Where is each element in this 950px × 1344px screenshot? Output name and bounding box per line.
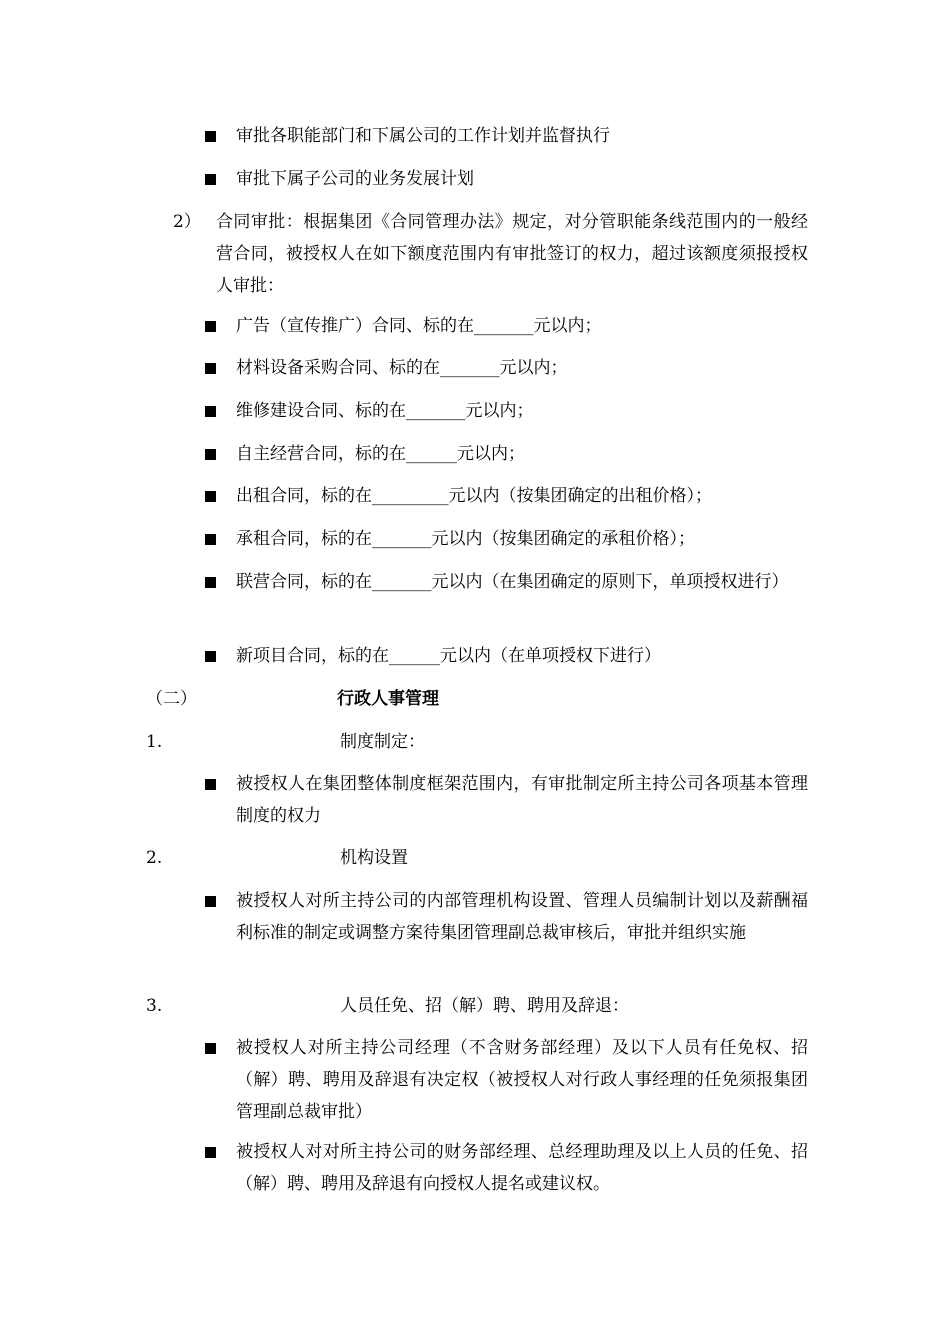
square-bullet-icon <box>205 577 216 588</box>
square-bullet-icon <box>205 321 216 332</box>
subsection-number-3: 3. <box>146 996 163 1016</box>
contract-approval-paragraph: 合同审批：根据集团《合同管理办法》规定，对分管职能条线范围内的一般经营合同，被授权人在如下额度范围内有审批签订的权力，超过该额度须报授权人审批： <box>216 212 808 296</box>
bullet-personnel-nomination: 被授权人对对所主持公司的财务部经理、总经理助理及以上人员的任免、招（解）聘、聘用及辞退有向授权人提名或建议权。 <box>236 1136 808 1200</box>
square-bullet-icon <box>205 449 216 460</box>
bullet-organization-setup: 被授权人对所主持公司的内部管理机构设置、管理人员编制计划以及薪酬福利标准的制定或调整方案待集团管理副总裁审核后，审批并组织实施 <box>236 885 808 949</box>
subsection-title-2: 机构设置 <box>340 848 408 868</box>
square-bullet-icon <box>205 779 216 790</box>
bullet-approve-business-plan: 审批下属子公司的业务发展计划 <box>236 163 808 195</box>
bullet-contract-self-operation: 自主经营合同，标的在______元以内； <box>236 438 808 470</box>
bullet-approve-plans: 审批各职能部门和下属公司的工作计划并监督执行 <box>236 120 808 152</box>
square-bullet-icon <box>205 174 216 185</box>
square-bullet-icon <box>205 491 216 502</box>
subsection-title-3: 人员任免、招（解）聘、聘用及辞退： <box>340 996 629 1016</box>
subsection-title-1: 制度制定： <box>340 732 425 752</box>
square-bullet-icon <box>205 896 216 907</box>
bullet-contract-advertising: 广告（宣传推广）合同、标的在_______元以内； <box>236 310 808 342</box>
square-bullet-icon <box>205 131 216 142</box>
bullet-contract-maintenance: 维修建设合同、标的在_______元以内； <box>236 395 808 427</box>
bullet-contract-lease-out: 出租合同，标的在_________元以内（按集团确定的出租价格）； <box>236 480 808 512</box>
bullet-contract-joint-operation: 联营合同，标的在_______元以内（在集团确定的原则下，单项授权进行） <box>236 566 808 598</box>
bullet-personnel-decision: 被授权人对所主持公司经理（不含财务部经理）及以下人员有任免权、招（解）聘、聘用及辞退有决定权（被授权人对行政人事经理的任免须报集团管理副总裁审批） <box>236 1032 808 1128</box>
square-bullet-icon <box>205 534 216 545</box>
square-bullet-icon <box>205 363 216 374</box>
item-number-2: 2） <box>173 212 201 232</box>
bullet-contract-lease-in: 承租合同，标的在_______元以内（按集团确定的承租价格）； <box>236 523 808 555</box>
square-bullet-icon <box>205 1147 216 1158</box>
square-bullet-icon <box>205 651 216 662</box>
square-bullet-icon <box>205 1043 216 1054</box>
section-number: （二） <box>146 689 197 709</box>
section-title: 行政人事管理 <box>337 689 439 709</box>
bullet-contract-procurement: 材料设备采购合同、标的在_______元以内； <box>236 352 808 384</box>
square-bullet-icon <box>205 406 216 417</box>
bullet-contract-new-project: 新项目合同，标的在______元以内（在单项授权下进行） <box>236 640 808 672</box>
bullet-rule-making: 被授权人在集团整体制度框架范围内，有审批制定所主持公司各项基本管理制度的权力 <box>236 768 808 832</box>
subsection-number-2: 2. <box>146 848 163 868</box>
subsection-number-1: 1. <box>146 732 163 752</box>
